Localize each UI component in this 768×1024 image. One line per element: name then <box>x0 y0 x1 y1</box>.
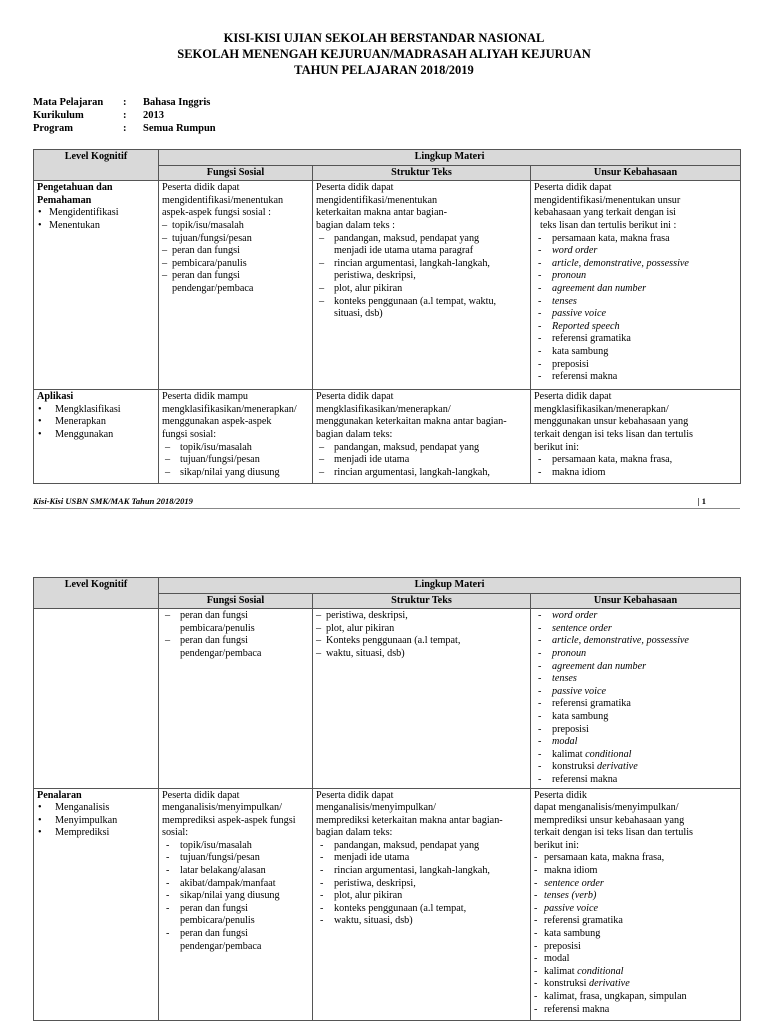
struktur-continued <box>313 609 531 788</box>
list-item: - kalimat, frasa, ungkapan, simpulan <box>534 991 737 1004</box>
header-unsur-kebahasaan: Unsur Kebahasaan <box>531 593 741 609</box>
list-item: - tenses <box>534 296 737 309</box>
page-footer <box>33 496 740 509</box>
list-item: - sikap/nilai yang diusung <box>162 890 309 903</box>
fungsi-penalaran: Peserta didik dapat menganalisis/menyimpulkan/ memprediksi aspek-aspek fungsi sosial: - topik/isu/masalah - tujuan/fungsi/pesan - latar belakang/alasan - akibat/dampak/manfaat - sikap/nilai yang diusung - peran dan fungsi pembicara/penulis - peran dan fungsi pendengar/pembaca <box>159 788 313 1020</box>
level-pengetahuan: Pengetahuan dan Pemahaman • Mengidentifikasi • Menentukan <box>34 181 159 390</box>
unsur-penalaran: Peserta didik dapat menganalisis/menyimpulkan/ memprediksi unsur kebahasaan yang terkait dengan isi teks lisan dan tertulis berikut ini: - persamaan kata, makna frasa, - makna idiom - sentence order - tenses (verb) - passive voice - referensi gramatika - kata sambung - preposisi - modal - kalimat conditional - konstruksi derivative - kalimat, frasa, ungkapan, simpulan - referensi makna <box>531 788 741 1020</box>
list-item: • Memprediksi <box>37 827 155 840</box>
list-item: - plot, alur pikiran <box>316 890 527 903</box>
list-item: – rincian argumentasi, langkah-langkah, <box>316 258 527 271</box>
list-item: • Menerapkan <box>37 416 155 429</box>
list-item: - kalimat conditional <box>534 966 737 979</box>
list-item: peristiwa, deskripsi, <box>334 270 416 282</box>
list-item: - akibat/dampak/manfaat <box>162 878 309 891</box>
list-item: - referensi gramatika <box>534 698 737 711</box>
list-item: - peristiwa, deskripsi, <box>316 878 527 891</box>
kisi-table-page1 <box>33 149 741 484</box>
list-item: - passive voice <box>534 308 737 321</box>
list-item: - tujuan/fungsi/pesan <box>162 852 309 865</box>
list-item: - persamaan kata, makna frasa <box>534 233 737 246</box>
unsur-pengetahuan: Peserta didik dapat mengidentifikasi/menentukan unsur kebahasaan yang terkait dengan isi teks lisan dan tertulis berikut ini : - persamaan kata, makna frasa - word order - article, demonstrative, possessive - pronoun - agreement dan number - tenses - passive voice - Reported speech - referensi gramatika - kata sambung - preposisi - referensi makna <box>531 181 741 390</box>
list-item: - waktu, situasi, dsb) <box>316 915 527 928</box>
list-item: - konstruksi derivative <box>534 761 737 774</box>
header-fungsi-sosial: Fungsi Sosial <box>159 593 313 609</box>
list-item: - modal <box>534 736 737 749</box>
list-item: - word order <box>534 610 737 623</box>
list-item: - agreement dan number <box>534 283 737 296</box>
meta-row-curriculum: Kurikulum : 2013 <box>33 110 164 121</box>
list-item: – plot, alur pikiran <box>316 623 527 636</box>
list-item: - rincian argumentasi, langkah-langkah, <box>316 865 527 878</box>
list-item: pembicara/penulis <box>180 622 255 634</box>
list-item: - referensi makna <box>534 371 737 384</box>
list-item: - modal <box>534 953 737 966</box>
list-item: - referensi gramatika <box>534 333 737 346</box>
list-item: – pembicara/panulis <box>162 258 309 271</box>
list-item: – topik/isu/masalah <box>162 220 309 233</box>
header-lingkup-materi: Lingkup Materi <box>159 578 741 594</box>
list-item: - makna idiom <box>534 467 737 480</box>
list-item: - passive voice <box>534 903 737 916</box>
list-item: - sentence order <box>534 623 737 636</box>
page-number: | 1 <box>697 496 706 506</box>
list-item: - tenses (verb) <box>534 890 737 903</box>
list-item: - preposisi <box>534 359 737 372</box>
list-item: - word order <box>534 245 737 258</box>
list-item: - Reported speech <box>534 321 737 334</box>
list-item: - sentence order <box>534 878 737 891</box>
list-item: - referensi gramatika <box>534 915 737 928</box>
list-item: – tujuan/fungsi/pesan <box>162 233 309 246</box>
list-item: - agreement dan number <box>534 661 737 674</box>
unsur-aplikasi: Peserta didik dapat mengklasifikasikan/menerapkan/ menggunakan unsur kebahasaan yang terkait dengan isi teks lisan dan tertulis berikut ini: - persamaan kata, makna frasa, - makna idiom <box>531 390 741 484</box>
list-item: pendengar/pembaca <box>180 940 262 952</box>
list-item: - topik/isu/masalah <box>162 840 309 853</box>
list-item: - tenses <box>534 673 737 686</box>
list-item: - kalimat conditional <box>534 749 737 762</box>
doc-title-line3: TAHUN PELAJARAN 2018/2019 <box>294 63 474 77</box>
list-item: – plot, alur pikiran <box>316 283 527 296</box>
list-item: – menjadi ide utama <box>316 454 527 467</box>
list-item: • Menganalisis <box>37 802 155 815</box>
list-item: • Menyimpulkan <box>37 815 155 828</box>
list-item: - preposisi <box>534 941 737 954</box>
list-item: • Mengidentifikasi <box>37 207 155 220</box>
list-item: – waktu, situasi, dsb) <box>316 648 527 661</box>
meta-row-program: Program : Semua Rumpun <box>33 123 216 134</box>
list-item: - konteks penggunaan (a.l tempat, <box>316 903 527 916</box>
list-item: – pandangan, maksud, pendapat yang <box>316 442 527 455</box>
list-item: situasi, dsb) <box>334 308 383 320</box>
struktur-pengetahuan: Peserta didik dapat mengidentifikasi/menentukan keterkaitan makna antar bagian- bagian dalam teks : – pandangan, maksud, pendapat yang menjadi ide utama utama paragraf – rincian argumentasi, langkah-langkah, peristiwa, deskripsi, – plot, alur pikiran – konteks penggunaan (a.l tempat, waktu, situasi, dsb) <box>313 181 531 390</box>
list-item: - kata sambung <box>534 711 737 724</box>
list-item: - referensi makna <box>534 1004 737 1017</box>
level-continued <box>34 609 159 788</box>
fungsi-aplikasi: Peserta didik mampu mengklasifikasikan/menerapkan/ menggunakan aspek-aspek fungsi sosial: – topik/isu/masalah – tujuan/fungsi/pesan – sikap/nilai yang diusung <box>159 390 313 484</box>
header-level-kognitif: Level Kognitif <box>34 578 159 609</box>
list-item: pendengar/pembaca <box>180 647 262 659</box>
list-item: pembicara/penulis <box>180 915 255 927</box>
list-item: - peran dan fungsi <box>162 928 309 941</box>
list-item: – peran dan fungsi <box>162 610 309 623</box>
list-item: • Menggunakan <box>37 429 155 442</box>
fungsi-pengetahuan: Peserta didik dapat mengidentifikasi/menentukan aspek-aspek fungsi sosial : – topik/isu/masalah – tujuan/fungsi/pesan – peran dan fungsi – pembicara/panulis – peran dan fungsi pendengar/pembaca <box>159 181 313 390</box>
meta-row-subject: Mata Pelajaran : Bahasa Inggris <box>33 97 211 108</box>
list-item: - article, demonstrative, possessive <box>534 635 737 648</box>
header-level-kognitif: Level Kognitif <box>34 150 159 181</box>
list-item: – pandangan, maksud, pendapat yang <box>316 233 527 246</box>
struktur-penalaran: Peserta didik dapat menganalisis/menyimpulkan/ memprediksi keterkaitan makna antar bagian- bagian dalam teks: - pandangan, maksud, pendapat yang - menjadi ide utama - rincian argumentasi, langkah-langkah, - peristiwa, deskripsi, - plot, alur pikiran - konteks penggunaan (a.l tempat, - waktu, situasi, dsb) <box>313 788 531 1020</box>
list-item: - pandangan, maksud, pendapat yang <box>316 840 527 853</box>
list-item: – peran dan fungsi <box>162 635 309 648</box>
list-item: - pronoun <box>534 648 737 661</box>
list-item: - kata sambung <box>534 346 737 359</box>
list-item: - persamaan kata, makna frasa, <box>534 454 737 467</box>
header-lingkup-materi: Lingkup Materi <box>159 150 741 166</box>
list-item: - passive voice <box>534 686 737 699</box>
struktur-aplikasi: Peserta didik dapat mengklasifikasikan/menerapkan/ menggunakan keterkaitan makna antar bagian- bagian dalam teks: – pandangan, maksud, pendapat yang – menjadi ide utama – rincian argumentasi, langkah-langkah, <box>313 390 531 484</box>
list-item: - referensi makna <box>534 774 737 787</box>
level-aplikasi: Aplikasi • Mengklasifikasi • Menerapkan • Menggunakan <box>34 390 159 484</box>
list-item: - latar belakang/alasan <box>162 865 309 878</box>
list-item: - peran dan fungsi <box>162 903 309 916</box>
fungsi-continued <box>159 609 313 788</box>
list-item: - konstruksi derivative <box>534 978 737 991</box>
list-item: • Menentukan <box>37 220 155 233</box>
list-item: - pronoun <box>534 270 737 283</box>
list-item: pendengar/pembaca <box>172 282 254 294</box>
doc-title-line2: SEKOLAH MENENGAH KEJURUAN/MADRASAH ALIYAH KEJURUAN <box>177 47 591 61</box>
list-item: - persamaan kata, makna frasa, <box>534 852 737 865</box>
header-unsur-kebahasaan: Unsur Kebahasaan <box>531 165 741 181</box>
level-penalaran: Penalaran • Menganalisis • Menyimpulkan • Memprediksi <box>34 788 159 1020</box>
list-item: - makna idiom <box>534 865 737 878</box>
list-item: menjadi ide utama utama paragraf <box>334 245 474 257</box>
list-item: – topik/isu/masalah <box>162 442 309 455</box>
header-struktur-teks: Struktur Teks <box>313 593 531 609</box>
list-item: – peran dan fungsi <box>162 245 309 258</box>
list-item: - kata sambung <box>534 928 737 941</box>
list-item: – Konteks penggunaan (a.l tempat, <box>316 635 527 648</box>
list-item: – peristiwa, deskripsi, <box>316 610 527 623</box>
list-item: - menjadi ide utama <box>316 852 527 865</box>
list-item: – tujuan/fungsi/pesan <box>162 454 309 467</box>
list-item: – rincian argumentasi, langkah-langkah, <box>316 467 527 480</box>
list-item: - preposisi <box>534 724 737 737</box>
list-item: – peran dan fungsi <box>162 270 309 283</box>
unsur-continued <box>531 609 741 788</box>
header-struktur-teks: Struktur Teks <box>313 165 531 181</box>
list-item: – sikap/nilai yang diusung <box>162 467 309 480</box>
footer-text: Kisi-Kisi USBN SMK/MAK Tahun 2018/2019 <box>33 496 193 506</box>
list-item: - article, demonstrative, possessive <box>534 258 737 271</box>
kisi-table-page2 <box>33 577 741 1021</box>
doc-title-line1: KISI-KISI UJIAN SEKOLAH BERSTANDAR NASIONAL <box>223 31 545 45</box>
list-item: • Mengklasifikasi <box>37 404 155 417</box>
list-item: – konteks penggunaan (a.l tempat, waktu, <box>316 296 527 309</box>
header-fungsi-sosial: Fungsi Sosial <box>159 165 313 181</box>
